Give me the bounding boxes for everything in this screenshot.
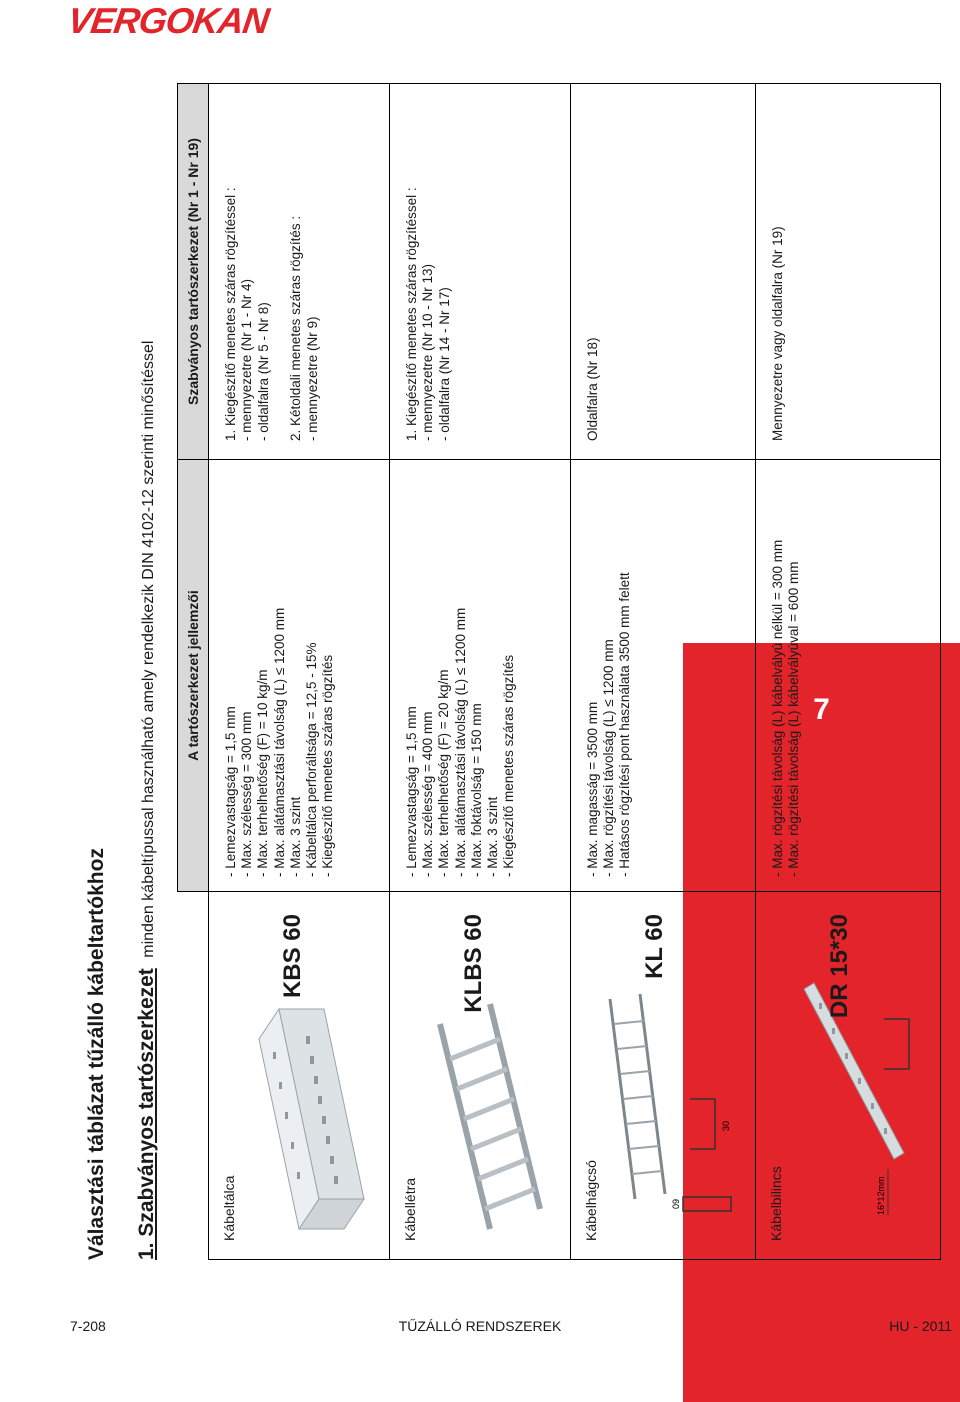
table-row bbox=[571, 84, 756, 1260]
cable-tray-image bbox=[239, 999, 369, 1239]
standard-cell bbox=[209, 84, 390, 460]
feature-line: - Max. 3 szint bbox=[485, 796, 501, 877]
standard-line: 1. Kiegészítő menetes száras rögzítéssel : bbox=[404, 187, 419, 441]
table-row bbox=[756, 84, 941, 1260]
feature-line: - Max. foktávolság = 150 mm bbox=[468, 703, 484, 877]
feature-line: - Max. rögzítési távolság (L) ≤ 1200 mm bbox=[601, 639, 617, 877]
standard-line: Mennyezetre vagy oldalfalra (Nr 19) bbox=[770, 226, 785, 441]
feature-line: - Max. terhelhetőség (F) = 20 kg/m bbox=[436, 669, 452, 877]
product-cell bbox=[756, 892, 941, 1260]
standard-cell bbox=[571, 84, 756, 460]
product-code: DR 15*30 bbox=[826, 914, 853, 1019]
feature-line: - Max. alátámasztási távolság (L) ≤ 1200 mm bbox=[452, 607, 468, 877]
drawing-label: 16*12mm bbox=[876, 1176, 886, 1215]
footer-edition: HU - 2011 bbox=[889, 1318, 952, 1334]
page-title: Választási táblázat tűzálló kábeltartókhoz bbox=[85, 848, 108, 1260]
table-row bbox=[390, 84, 571, 1260]
product-cell bbox=[209, 892, 390, 1260]
feature-line: - Kiegészítő menetes száras rögzítés bbox=[320, 654, 336, 877]
logo-text: VERGOKAN bbox=[65, 0, 271, 41]
section-title: 1. Szabványos tartószerkezet bbox=[135, 968, 158, 1260]
product-code: KBS 60 bbox=[279, 914, 306, 999]
feature-line: - Lemezvastagság = 1,5 mm bbox=[404, 706, 419, 877]
footer-page-number: 7-208 bbox=[70, 1318, 106, 1334]
selection-table bbox=[177, 83, 941, 1260]
standard-line: - oldalfalra (Nr 5 - Nr 8) bbox=[255, 302, 271, 441]
feature-line: - Lemezvastagság = 1,5 mm bbox=[223, 706, 238, 877]
header-standard: Szabványos tartószerkezet (Nr 1 - Nr 19) bbox=[178, 84, 209, 460]
rotated-page bbox=[0, 30, 886, 1280]
category-label: Kábellétra bbox=[402, 1177, 418, 1241]
feature-line: - Kiegészítő menetes száras rögzítés bbox=[501, 654, 517, 877]
product-code: KL 60 bbox=[641, 914, 668, 979]
category-label: Kábeltálca bbox=[221, 1175, 237, 1241]
standard-line: 1. Kiegészítő menetes száras rögzítéssel : bbox=[223, 187, 238, 441]
category-label: Kábelhágcsó bbox=[583, 1160, 599, 1241]
product-code: KLBS 60 bbox=[460, 914, 487, 1013]
category-label: Kábelbilincs bbox=[768, 1166, 784, 1241]
standard-line: Oldalfalra (Nr 18) bbox=[585, 337, 600, 441]
standard-line: 2. Kétoldali menetes száras rögzítés : bbox=[288, 215, 304, 441]
features-cell bbox=[756, 460, 941, 892]
feature-line: - Max. 3 szint bbox=[287, 796, 303, 877]
feature-line: - Kábeltálca perforáltsága = 12,5 - 15% bbox=[304, 642, 320, 877]
cable-clamp-image bbox=[784, 969, 924, 1219]
standard-line: - mennyezetre (Nr 9) bbox=[304, 316, 320, 441]
features-cell bbox=[209, 460, 390, 892]
drawing-label: 30 bbox=[721, 1120, 731, 1131]
cable-ladder-image bbox=[420, 999, 550, 1239]
chapter-number: 7 bbox=[813, 693, 830, 726]
table-header-row bbox=[178, 84, 209, 1260]
feature-line: - Max. szélesség = 300 mm bbox=[239, 711, 255, 877]
feature-line: - Max. terhelhetőség (F) = 10 kg/m bbox=[255, 669, 271, 877]
product-cell bbox=[390, 892, 571, 1260]
drawing-label: 09 bbox=[671, 1198, 681, 1209]
section-heading bbox=[135, 341, 159, 1260]
standard-cell bbox=[756, 84, 941, 460]
product-cell bbox=[571, 892, 756, 1260]
feature-line: - Hatásos rögzítési pont használata 3500 mm felett bbox=[617, 572, 633, 877]
features-cell bbox=[390, 460, 571, 892]
feature-line: - Max. rögzítési távolság (L) kábelvályú nélkül = 300 mm bbox=[770, 539, 785, 877]
feature-line: - Max. szélesség = 400 mm bbox=[420, 711, 436, 877]
feature-line: - Max. magasság = 3500 mm bbox=[585, 701, 600, 877]
standard-line: - mennyezetre (Nr 10 - Nr 13) bbox=[420, 263, 436, 441]
footer-section-name: TŰZÁLLÓ RENDSZEREK bbox=[398, 1318, 562, 1334]
cable-rack-image bbox=[595, 969, 735, 1219]
header-blank bbox=[178, 892, 209, 1260]
section-subtitle: minden kábeltípussal használható amely rendelkezik DIN 4102-12 szerinti minősítéssel bbox=[140, 340, 157, 958]
table-row bbox=[209, 84, 390, 1260]
standard-cell bbox=[390, 84, 571, 460]
standard-line: - mennyezetre (Nr 1 - Nr 4) bbox=[239, 278, 255, 441]
feature-line: - Max. alátámasztási távolság (L) ≤ 1200 mm bbox=[271, 607, 287, 877]
standard-line: - oldalfalra (Nr 14 - Nr 17) bbox=[436, 287, 452, 441]
feature-line: - Max. rögzítési távolság (L) kábelvályúval = 600 mm bbox=[786, 561, 802, 877]
header-features: A tartószerkezet jellemzői bbox=[178, 460, 209, 892]
features-cell bbox=[571, 460, 756, 892]
